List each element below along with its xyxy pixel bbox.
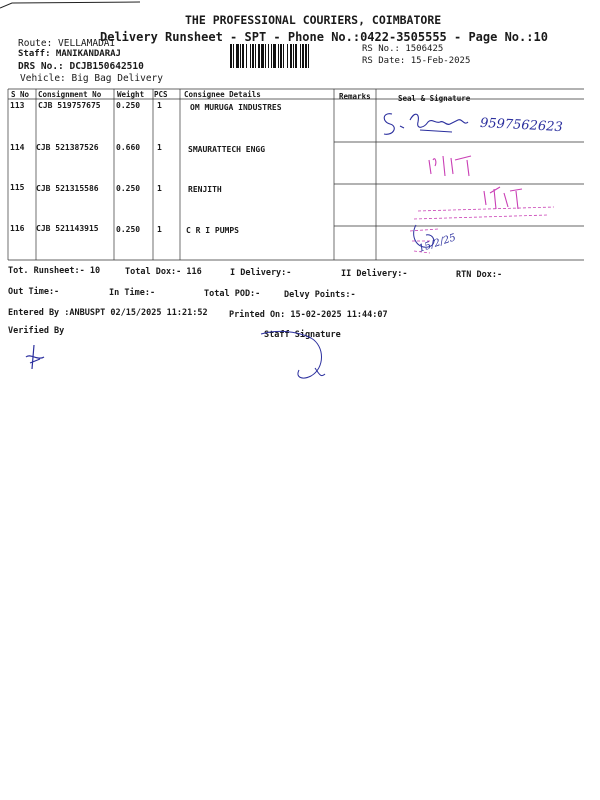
total-pod: Total POD:- [204, 289, 261, 299]
col-header-sno: S No [11, 90, 30, 99]
barcode-bar [290, 44, 292, 68]
row-pcs: 1 [157, 101, 162, 110]
rtn-dox: RTN Dox:- [456, 270, 503, 280]
row-consignment: CJB 521387526 [36, 143, 99, 152]
barcode-bar [268, 44, 269, 68]
handwritten-phone: 9597562623 [479, 115, 564, 136]
row-sno: 113 [10, 101, 25, 110]
printed-on: Printed On: 15-02-2025 11:44:07 [229, 310, 388, 320]
col-header-weight: Weight [117, 90, 145, 99]
barcode-bar [305, 44, 307, 68]
barcode-bar [308, 44, 309, 68]
rs-number: RS No.: 1506425 [362, 44, 444, 54]
barcode-bar [236, 44, 239, 68]
tot-runsheet: Tot. Runsheet:- 10 [8, 266, 101, 276]
row-weight: 0.250 [116, 225, 141, 234]
entered-by: Entered By :ANBUSPT 02/15/2025 11:21:52 [8, 308, 208, 318]
drs-number: DRS No.: DCJB150642510 [18, 61, 144, 72]
barcode-bar [246, 44, 247, 68]
staff-label: Staff: MANIKANDARAJ [18, 49, 121, 59]
barcode-bar [230, 44, 232, 68]
ii-delivery: II Delivery:- [341, 269, 408, 279]
row-weight: 0.250 [116, 184, 141, 193]
barcode-bar [240, 44, 241, 68]
barcode-bar [278, 44, 279, 68]
delvy-points: Delvy Points:- [284, 290, 356, 300]
barcode-bar [271, 44, 272, 68]
row-sno: 115 [10, 183, 25, 192]
row-pcs: 1 [157, 143, 162, 152]
staff-signature-label: Staff Signature [264, 330, 341, 340]
col-header-consignee: Consignee Details [184, 90, 261, 99]
in-time: In Time:- [109, 288, 156, 298]
barcode-bar [280, 44, 282, 68]
total-dox: Total Dox:- 116 [125, 267, 202, 277]
verified-by-label: Verified By [8, 326, 65, 336]
barcode-bar [302, 44, 304, 68]
barcode-bar [255, 44, 256, 68]
barcode-bar [287, 44, 288, 68]
barcode-bar [261, 44, 264, 68]
barcode-image [230, 44, 352, 68]
vehicle-label: Vehicle: Big Bag Delivery [20, 73, 163, 84]
row-sno: 114 [10, 143, 25, 152]
out-time: Out Time:- [8, 287, 60, 297]
row-weight: 0.250 [116, 101, 141, 110]
row-consignee: RENJITH [188, 185, 222, 194]
barcode-bar [265, 44, 266, 68]
i-delivery: I Delivery:- [230, 268, 292, 278]
barcode-bar [273, 44, 276, 68]
barcode-bar [242, 44, 244, 68]
row-consignment: CJB 519757675 [38, 101, 101, 110]
stamp-marks [408, 205, 558, 270]
row-pcs: 1 [157, 184, 162, 193]
col-header-consignment: Consignment No [38, 90, 102, 99]
verified-signature [20, 343, 50, 373]
barcode-bar [295, 44, 297, 68]
row-weight: 0.660 [116, 143, 141, 152]
staff-signature-scribble [255, 328, 335, 383]
rs-date: RS Date: 15-Feb-2025 [362, 56, 471, 66]
initials-row-114 [425, 150, 485, 180]
row-consignee: C R I PUMPS [186, 226, 239, 235]
company-title: THE PROFESSIONAL COURIERS, COIMBATORE [185, 13, 442, 27]
row-sno: 116 [10, 224, 25, 233]
signature-row-113 [380, 108, 480, 136]
barcode-bar [252, 44, 254, 68]
row-consignee: SMAURATTECH ENGG [188, 145, 266, 154]
barcode-bar [300, 44, 301, 68]
handwritten-date: 15/2/25 [417, 232, 458, 255]
col-header-pcs: PCS [154, 90, 168, 99]
runsheet-subtitle: Delivery Runsheet - SPT - Phone No.:0422-3505555 - Page No.:10 [100, 30, 548, 44]
row-consignee: OM MURUGA INDUSTRES [190, 103, 282, 112]
row-consignment: CJB 521143915 [36, 224, 99, 233]
row-consignment: CJB 521315586 [36, 184, 99, 193]
route-label: Route: VELLAMADAI [18, 38, 116, 49]
col-header-seal-signature: Seal & Signature [398, 94, 471, 103]
barcode-bar [250, 44, 251, 68]
col-header-remarks: Remarks [339, 92, 371, 101]
row-pcs: 1 [157, 225, 162, 234]
barcode-bar [258, 44, 260, 68]
barcode-bar [283, 44, 284, 68]
barcode-bar [233, 44, 234, 68]
barcode-bar [293, 44, 294, 68]
